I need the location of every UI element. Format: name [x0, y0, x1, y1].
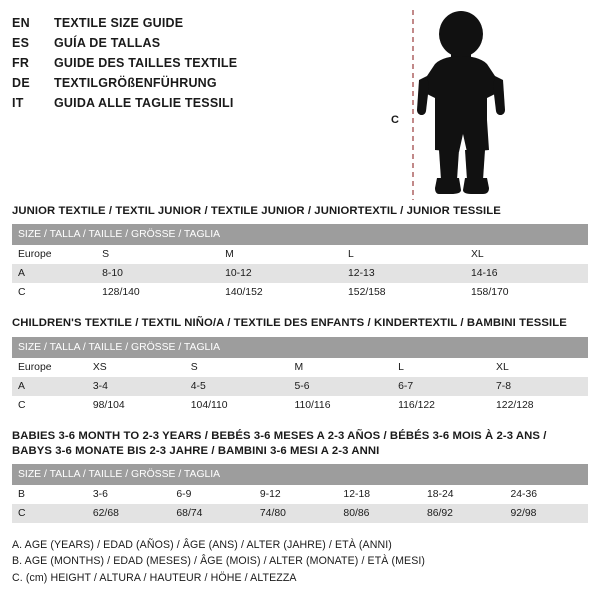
section-spacer [12, 302, 588, 312]
section-spacer [12, 415, 588, 425]
cell: 6-9 [170, 485, 254, 504]
cell: 12-18 [337, 485, 421, 504]
table-row [12, 264, 588, 283]
row-label: B [12, 485, 87, 504]
cell: 74/80 [254, 504, 338, 523]
table-header-label: SIZE / TALLA / TAILLE / GRÖSSE / TAGLIA [12, 464, 588, 485]
cell: L [342, 245, 465, 264]
cell: 14-16 [465, 264, 588, 283]
language-code: ES [12, 36, 30, 50]
table-header-row [12, 337, 588, 358]
cell: 4-5 [185, 377, 289, 396]
cell: 8-10 [96, 264, 219, 283]
section-title: CHILDREN'S TEXTILE / TEXTIL NIÑO/A / TEXTILE DES ENFANTS / KINDERTEXTIL / BAMBINI TESSILE [12, 317, 567, 330]
cell: 140/152 [219, 283, 342, 302]
section-title: JUNIOR TEXTILE / TEXTIL JUNIOR / TEXTILE JUNIOR / JUNIORTEXTIL / JUNIOR TESSILE [12, 205, 501, 217]
row-label: A [12, 377, 87, 396]
row-label: Europe [12, 358, 87, 377]
cell: S [96, 245, 219, 264]
language-title: TEXTILGRÖßENFÜHRUNG [54, 76, 217, 90]
cell: 86/92 [421, 504, 505, 523]
cell: 122/128 [490, 396, 588, 415]
cell: 12-13 [342, 264, 465, 283]
section-title: BABIES 3-6 MONTH TO 2-3 YEARS / BEBÉS 3-6 MESES A 2-3 AÑOS / BÉBÉS 3-6 MOIS À 2-3 ANS / BABYS 3-6 MONATE BIS 2-3 JAHRE / BAMBINI 3-6 MESI A 2-3 ANNI [12, 429, 547, 457]
language-title-list [12, 14, 237, 116]
section-babies [12, 429, 588, 524]
language-row [12, 76, 237, 96]
cell: 158/170 [465, 283, 588, 302]
row-label: Europe [12, 245, 96, 264]
language-row [12, 36, 237, 56]
table-row [12, 377, 588, 396]
row-label: A [12, 264, 96, 283]
cell: 3-6 [87, 485, 171, 504]
legend-item-height: C. (cm) HEIGHT / ALTURA / HAUTEUR / HÖHE / ALTEZZA [12, 571, 297, 584]
cell: 6-7 [392, 377, 490, 396]
legend [12, 537, 588, 586]
cell: 3-4 [87, 377, 185, 396]
child-silhouette-icon [391, 10, 566, 200]
language-code: DE [12, 76, 30, 90]
row-label: C [12, 396, 87, 415]
table-row [12, 283, 588, 302]
cell: 98/104 [87, 396, 185, 415]
cell: M [219, 245, 342, 264]
cell: XS [87, 358, 185, 377]
cell: 104/110 [185, 396, 289, 415]
row-label: C [12, 283, 96, 302]
table-row [12, 396, 588, 415]
cell: 9-12 [254, 485, 338, 504]
legend-item-age-months: B. AGE (MONTHS) / EDAD (MESES) / ÂGE (MOIS) / ALTER (MONATE) / ETÀ (MESI) [12, 555, 426, 568]
cell: L [392, 358, 490, 377]
cell: 128/140 [96, 283, 219, 302]
language-row [12, 96, 237, 116]
cell: 116/122 [392, 396, 490, 415]
cell: 5-6 [288, 377, 392, 396]
cell: XL [490, 358, 588, 377]
cell: 152/158 [342, 283, 465, 302]
cell: 7-8 [490, 377, 588, 396]
language-title: GUIDE DES TAILLES TEXTILE [54, 56, 238, 70]
section-junior [12, 204, 588, 302]
cell: 24-36 [504, 485, 588, 504]
table-header-row [12, 464, 588, 485]
cell: 68/74 [170, 504, 254, 523]
language-title: GUÍA DE TALLAS [54, 36, 161, 50]
cell: M [288, 358, 392, 377]
language-title: GUIDA ALLE TAGLIE TESSILI [54, 96, 234, 110]
language-code: FR [12, 56, 30, 70]
section-children [12, 316, 588, 414]
table-header-label: SIZE / TALLA / TAILLE / GRÖSSE / TAGLIA [12, 337, 588, 358]
cell: 92/98 [504, 504, 588, 523]
language-row [12, 16, 237, 36]
row-label: C [12, 504, 87, 523]
height-dimension-label: C [391, 114, 399, 126]
table-header-label: SIZE / TALLA / TAILLE / GRÖSSE / TAGLIA [12, 224, 588, 245]
language-row [12, 56, 237, 76]
legend-item-age-years: A. AGE (YEARS) / EDAD (AÑOS) / ÂGE (ANS) / ALTER (JAHRE) / ETÀ (ANNI) [12, 539, 392, 551]
table-header-row [12, 224, 588, 245]
table-row [12, 504, 588, 523]
cell: 10-12 [219, 264, 342, 283]
language-code: EN [12, 16, 30, 30]
table-row [12, 358, 588, 377]
cell: 18-24 [421, 485, 505, 504]
cell: 62/68 [87, 504, 171, 523]
size-table-junior [12, 224, 588, 302]
language-title: TEXTILE SIZE GUIDE [54, 16, 184, 30]
cell: 110/116 [288, 396, 392, 415]
table-row [12, 485, 588, 504]
table-row [12, 245, 588, 264]
cell: XL [465, 245, 588, 264]
cell: 80/86 [337, 504, 421, 523]
size-table-babies [12, 464, 588, 523]
size-table-children [12, 337, 588, 415]
cell: S [185, 358, 289, 377]
child-silhouette-figure [391, 10, 566, 200]
header [12, 14, 588, 200]
language-code: IT [12, 96, 24, 110]
